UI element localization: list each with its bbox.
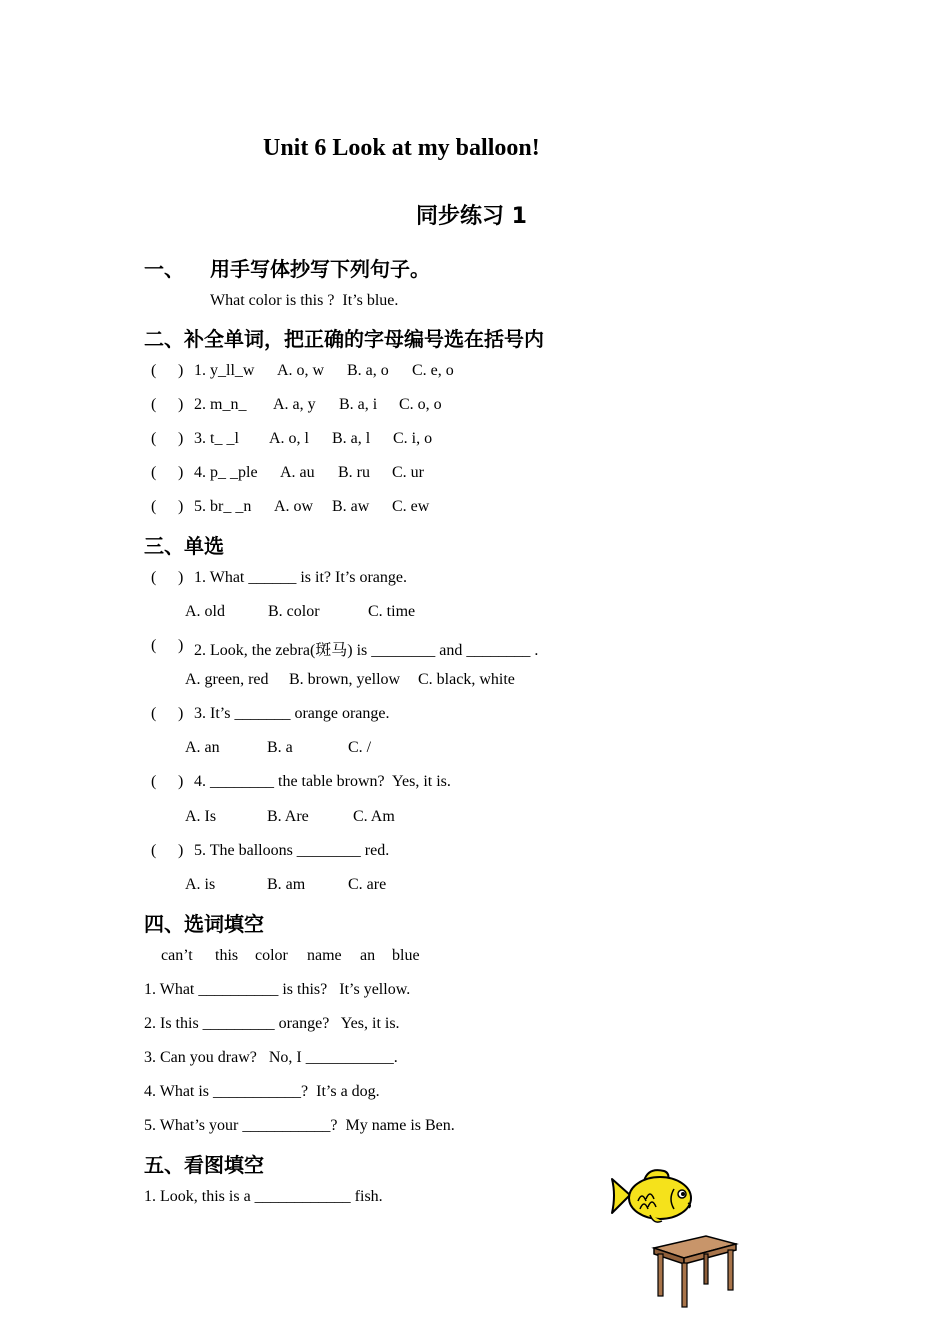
section-2-heading: 二、补全单词，把正确的字母编号选在括号内 <box>144 327 544 351</box>
word-bank-word: blue <box>392 947 420 964</box>
word-bank-word: can’t <box>161 947 193 964</box>
answer-bracket-open[interactable]: ( <box>151 637 157 654</box>
table-illustration <box>648 1232 740 1312</box>
option-c: C. are <box>348 876 387 893</box>
answer-bracket-open[interactable]: ( <box>151 773 157 790</box>
answer-bracket-close: ) <box>178 498 184 515</box>
word-bank-word: this <box>215 947 239 964</box>
section-1-number: 一、 <box>144 257 184 281</box>
answer-bracket-close: ) <box>178 705 184 722</box>
option-b: B. color <box>268 603 320 620</box>
answer-bracket-open[interactable]: ( <box>151 842 157 859</box>
word-bank-word: an <box>360 947 376 964</box>
question-text: 2. Look, the zebra(斑马) is ________ and ________ . <box>194 642 539 659</box>
option-c: C. black, white <box>418 671 515 688</box>
answer-bracket-open[interactable]: ( <box>151 464 157 481</box>
option-a: A. ow <box>274 498 314 515</box>
table-leg <box>728 1250 733 1290</box>
answer-bracket-close: ) <box>178 637 184 654</box>
option-a: A. an <box>185 739 220 756</box>
option-c: C. ew <box>392 498 430 515</box>
table-leg <box>658 1254 663 1296</box>
option-b: B. brown, yellow <box>289 671 401 688</box>
question-text: 4. ________ the table brown? Yes, it is. <box>194 773 451 790</box>
table-leg <box>682 1263 687 1307</box>
option-a: A. Is <box>185 808 217 825</box>
option-c: C. time <box>368 603 416 620</box>
option-c: C. i, o <box>393 430 433 447</box>
fill-item: 4. What is ___________? It’s a dog. <box>144 1083 380 1100</box>
fill-item: 5. What’s your ___________? My name is Ben. <box>144 1117 455 1134</box>
answer-bracket-close: ) <box>178 773 184 790</box>
option-a: A. a, y <box>273 396 316 413</box>
section-1-heading: 用手写体抄写下列句子。 <box>210 257 430 281</box>
answer-bracket-open[interactable]: ( <box>151 498 157 515</box>
option-a: A. is <box>185 876 216 893</box>
option-b: B. a <box>267 739 293 756</box>
answer-bracket-close: ) <box>178 464 184 481</box>
answer-bracket-open[interactable]: ( <box>151 396 157 413</box>
option-a: A. o, l <box>269 430 309 447</box>
question-text: 1. y_ll_w <box>194 362 255 379</box>
option-b: B. am <box>267 876 306 893</box>
option-b: B. aw <box>332 498 370 515</box>
question-text: 2. m_n_ <box>194 396 247 413</box>
page-title: Unit 6 Look at my balloon! <box>263 135 540 161</box>
option-c: C. Am <box>353 808 395 825</box>
fish-tail <box>612 1179 630 1213</box>
answer-bracket-open[interactable]: ( <box>151 362 157 379</box>
answer-bracket-close: ) <box>178 362 184 379</box>
answer-bracket-open[interactable]: ( <box>151 569 157 586</box>
question-text: 5. br_ _n <box>194 498 252 515</box>
option-c: C. ur <box>392 464 424 481</box>
fill-item: 3. Can you draw? No, I ___________. <box>144 1049 398 1066</box>
fill-item: 1. What __________ is this? It’s yellow. <box>144 981 411 998</box>
question-text: 1. What ______ is it? It’s orange. <box>194 569 407 586</box>
option-a: A. green, red <box>185 671 269 688</box>
section-4-heading: 四、选词填空 <box>144 912 264 936</box>
option-b: B. a, o <box>347 362 389 379</box>
section-3-heading: 三、单选 <box>144 534 224 558</box>
question-text: 5. The balloons ________ red. <box>194 842 390 859</box>
picture-fill-item: 1. Look, this is a ____________ fish. <box>144 1188 383 1205</box>
section-1-sentence: What color is this ? It’s blue. <box>210 292 399 309</box>
answer-bracket-close: ) <box>178 396 184 413</box>
answer-bracket-close: ) <box>178 569 184 586</box>
answer-bracket-open[interactable]: ( <box>151 705 157 722</box>
section-5-heading: 五、看图填空 <box>144 1153 264 1177</box>
option-c: C. e, o <box>412 362 454 379</box>
page-subtitle: 同步练习 1 <box>416 204 527 229</box>
option-c: C. o, o <box>399 396 442 413</box>
question-text: 4. p_ _ple <box>194 464 258 481</box>
option-a: A. old <box>185 603 225 620</box>
option-a: A. au <box>280 464 315 481</box>
table-leg <box>704 1254 708 1284</box>
word-bank-word: color <box>255 947 288 964</box>
option-a: A. o, w <box>277 362 325 379</box>
answer-bracket-open[interactable]: ( <box>151 430 157 447</box>
fill-item: 2. Is this _________ orange? Yes, it is. <box>144 1015 400 1032</box>
option-b: B. ru <box>338 464 370 481</box>
option-b: B. a, l <box>332 430 371 447</box>
answer-bracket-close: ) <box>178 842 184 859</box>
option-b: B. a, i <box>339 396 378 413</box>
answer-bracket-close: ) <box>178 430 184 447</box>
fish-illustration <box>610 1165 696 1229</box>
question-text: 3. t_ _l <box>194 430 239 447</box>
question-text: 3. It’s _______ orange orange. <box>194 705 390 722</box>
option-c: C. / <box>348 739 372 756</box>
word-bank-word: name <box>307 947 342 964</box>
option-b: B. Are <box>267 808 309 825</box>
